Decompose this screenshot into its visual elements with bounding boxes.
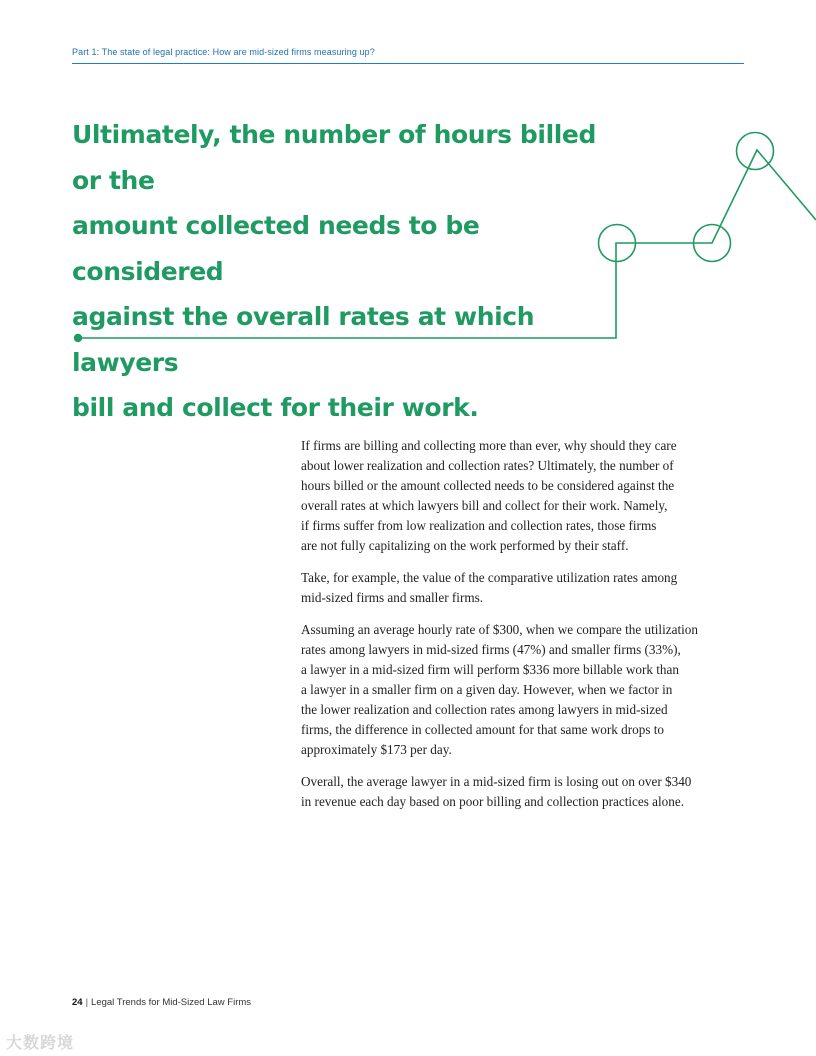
body-text bbox=[301, 436, 746, 824]
body-line: Assuming an average hourly rate of $300, when we compare the utilization bbox=[301, 622, 698, 637]
pull-quote-line: Ultimately, the number of hours billed or the bbox=[72, 120, 596, 195]
body-paragraph-3 bbox=[301, 620, 746, 760]
body-line: Take, for example, the value of the comparative utilization rates among bbox=[301, 570, 678, 585]
decor-circle-top bbox=[737, 133, 774, 170]
body-line: if firms suffer from low realization and collection rates, those firms bbox=[301, 518, 657, 533]
body-line: rates among lawyers in mid-sized firms (47%) and smaller firms (33%), bbox=[301, 642, 681, 657]
body-line: in revenue each day based on poor billing and collection practices alone. bbox=[301, 794, 685, 809]
body-paragraph-2 bbox=[301, 568, 746, 608]
publication-title: Legal Trends for Mid-Sized Law Firms bbox=[91, 997, 252, 1008]
pull-quote-line: bill and collect for their work. bbox=[72, 393, 479, 422]
body-line: If firms are billing and collecting more than ever, why should they care bbox=[301, 438, 677, 453]
page-footer bbox=[72, 997, 251, 1008]
running-header: Part 1: The state of legal practice: How are mid-sized firms measuring up? bbox=[72, 47, 375, 57]
body-paragraph-4 bbox=[301, 772, 746, 812]
page-number: 24 bbox=[72, 997, 83, 1008]
body-line: are not fully capitalizing on the work performed by their staff. bbox=[301, 538, 629, 553]
body-line: a lawyer in a mid-sized firm will perform $336 more billable work than bbox=[301, 662, 679, 677]
body-line: Overall, the average lawyer in a mid-sized firm is losing out on over $340 bbox=[301, 774, 692, 789]
body-line: hours billed or the amount collected needs to be considered against the bbox=[301, 478, 675, 493]
body-line: mid-sized firms and smaller firms. bbox=[301, 590, 484, 605]
pull-quote-line: amount collected needs to be considered bbox=[72, 211, 480, 286]
pull-quote-line: against the overall rates at which lawyers bbox=[72, 302, 535, 377]
body-line: firms, the difference in collected amount for that same work drops to bbox=[301, 722, 665, 737]
footer-separator: | bbox=[85, 997, 89, 1008]
body-line: a lawyer in a smaller firm on a given day. However, when we factor in bbox=[301, 682, 673, 697]
body-line: about lower realization and collection rates? Ultimately, the number of bbox=[301, 458, 674, 473]
body-line: the lower realization and collection rates among lawyers in mid-sized bbox=[301, 702, 668, 717]
watermark: 大数跨境 bbox=[6, 1033, 75, 1052]
body-line: overall rates at which lawyers bill and collect for their work. Namely, bbox=[301, 498, 668, 513]
pull-quote bbox=[72, 112, 632, 431]
body-paragraph-1 bbox=[301, 436, 746, 556]
body-line: approximately $173 per day. bbox=[301, 742, 452, 757]
